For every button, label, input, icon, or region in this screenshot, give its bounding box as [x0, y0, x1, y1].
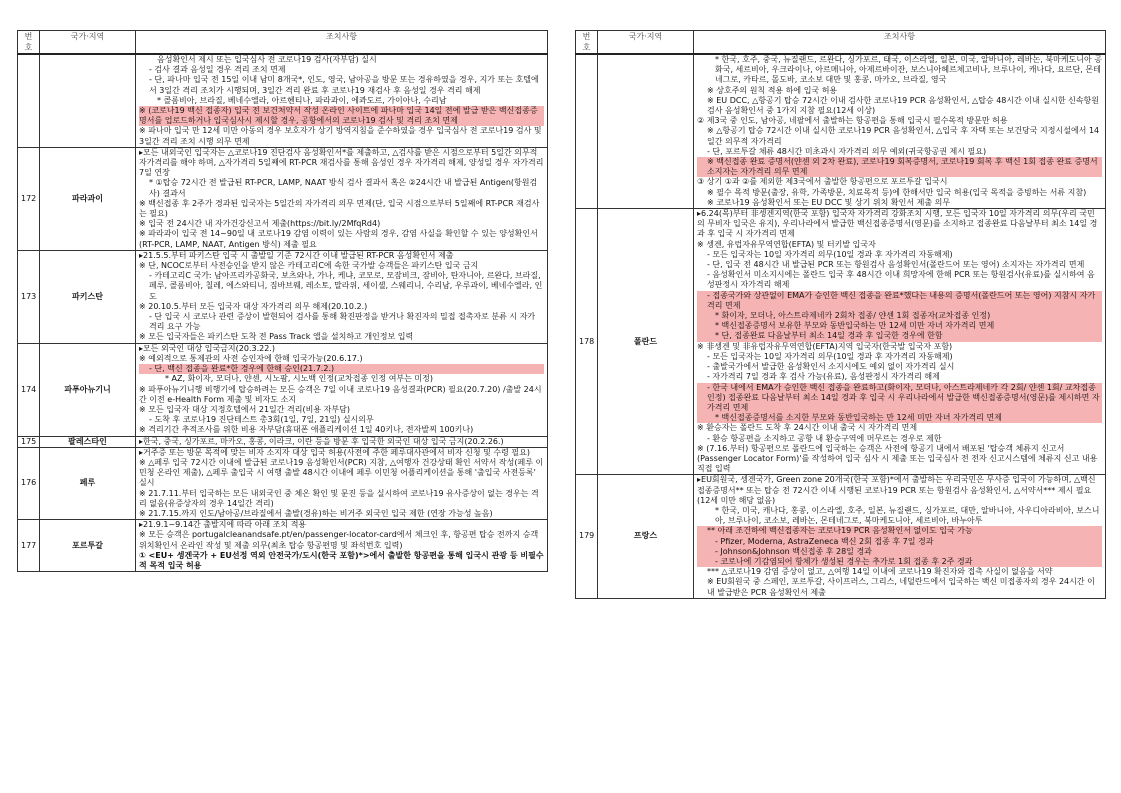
row-number: 178 — [576, 209, 598, 475]
measure-line: * 콜롬비아, 브라질, 베네수엘라, 아르헨티나, 파라과이, 에콰도르, 가이아나, 수리남 — [157, 95, 447, 105]
measure-line: * 백신접종증명서를 소지한 부모와 동반입국하는 만 12세 미만 자녀 자가격리 면제 — [697, 413, 1102, 423]
measure-line: * 단, 접종완료 다음날부터 최소 14일 경과 후 입국한 경우에 한함 — [697, 331, 1102, 341]
table-header-row — [18, 31, 548, 55]
measure-line: - 접종국가와 상관없이 EMA가 승인한 백신 접종을 완료*했다는 내용의 증명서(폴란드어 또는 영어) 지참시 자가격리 면제 — [697, 291, 1102, 311]
measure-line: - Pfizer, Moderna, AstraZeneca 백신 2회 접종 후 7일 경과 — [697, 537, 1102, 547]
measure-line: - 음성확인서 미소지시에는 폴란드 입국 후 48시간 이내 희망자에 한해 PCR 또는 항원검사(유료)를 실시하여 음성판정시 자가격리 해제 — [707, 270, 1095, 290]
measure-line: ※ 필수 목적 방문(출장, 유학, 가족방문, 치료목적 등)에 한해서만 입국 허용(입국 목적을 증빙하는 서류 지참) — [707, 187, 1087, 197]
measure-line: ※ (코로나19 백신 접종자) 입국 전 보건처약서 작성 온라인 사이트에 파나마 입국 14일 전에 발급 받은 백신접종증명서를 업로드하거나 입국심사시 제시할 경우, 공항에서의 코로나19 검사 및 격리 조치 면제 — [139, 106, 544, 126]
row-number: 173 — [18, 250, 40, 343]
measure-line: ※ 非셍겐 및 非유럽자유무역연합(EFTA)지역 입국자(한국발 입국자 포함) — [697, 341, 953, 351]
row-number: 175 — [18, 436, 40, 447]
measure-line: ▸EU회원국, 셍겐국가, Green zone 20개국(한국 포함)*에서 출발하는 우리국민은 무사증 입국이 가능하며, △백신접종증명서** 또는 탑승 전 72시간 이내 시행된 코로나19 PCR 또는 항원검사 음성확인서, △서약서*** 제시 필요(12세 미만 해당 없음) — [697, 475, 1096, 505]
measure-line: ※ 파푸아뉴기니행 비행기에 탑승하려는 모든 승객은 7일 이내 코로나19 음성결과(PCR) 필요(20.7.20) /출발 24시간 이전 e-Health Form 제출 및 비자도 소지 — [139, 384, 542, 404]
header-measures: 조치사항 — [694, 31, 1106, 55]
row-country: 프랑스 — [598, 475, 694, 598]
measure-line: ※ 21.7.15.까지 인도/남아공/브라질에서 출발(경유)하는 비거주 외국인 입국 제한 (연장 가능성 높음) — [139, 508, 493, 518]
table-row — [18, 520, 548, 572]
measure-line: ※ 파나마 입국 만 12세 미만 아동의 경우 보호자가 상기 방역지침을 준수하였을 경우 입국심사 전 코로나19 검사 및 3일간 격리 조치 시행 의무 면제 — [139, 126, 542, 146]
measure-line: * 백신접종증명서 보유한 부모와 동반입국하는 만 12세 미만 자녀 자가격리 면제 — [697, 321, 1102, 331]
row-measures — [136, 436, 548, 447]
header-measures: 조치사항 — [136, 31, 548, 55]
measure-line: ① <EU+ 셍겐국가 + EU선정 역외 안전국가/도시(한국 포함)*>에서 출발한 항공편을 통해 입국시 관광 등 비필수적 목적 입국 허용 — [139, 550, 544, 570]
measure-line: ▸거주증 또는 방문 목적에 맞는 비자 소지자 대상 입국 허용(사전에 주한 페루대사관에서 비자 신청 및 수령 필요) — [139, 447, 530, 457]
row-measures — [694, 209, 1106, 475]
measure-line: ※ 백신접종 후 2주가 경과된 입국자는 5일간의 자가격리 의무 면제(단, 입국 시점으로부터 5일째에 RT-PCR 재검사는 필요) — [139, 198, 540, 219]
measure-line: ※ 입국 전 24시간 내 자가건강신고서 제출(https://bit.ly/2MfqRd4) — [139, 219, 381, 229]
row-number: 172 — [18, 147, 40, 250]
measure-line: ▸21.9.1~9.14간 출발지에 따라 아래 조치 적용 — [139, 520, 307, 530]
right-measures-table — [575, 30, 1106, 599]
row-number: 177 — [18, 520, 40, 572]
measure-line: - 단, 백신 접종을 완료*한 경우에 한해 승인(21.7.2.) — [139, 364, 544, 374]
measure-line: ※ 모든 입국자 대상 지정호텔에서 21일간 격리(비용 자부담) — [139, 404, 350, 414]
row-country: 파라과이 — [40, 147, 136, 250]
measure-line: ※ (7.16.부터) 항공편으로 폴란드에 입국하는 승객은 사전에 항공기 내에서 배포된 '탑승객 체류지 신고서(Passenger Locator Form)'를 작성하여 입국 심사 시 제출 또는 입국심사 전 전자 신고시스템에 체류지 신고 내용 직접 입력 — [697, 443, 1098, 474]
row-country — [40, 54, 136, 147]
row-measures — [136, 447, 548, 519]
measure-line: * 화이자, 모더나, 아스트라제네카 2회차 접종/ 얀센 1회 접종자(교차접종 인정) — [697, 311, 1102, 321]
measure-line: - Johnson&Johnson 백신접종 후 28일 경과 — [697, 547, 1102, 557]
row-country: 페루 — [40, 447, 136, 519]
measure-line: - 출발국가에서 발급한 음성확인서 소지시에도 예외 없이 자가격리 실시 — [707, 362, 955, 372]
measure-line: ③ 상기 ①과 ②를 제외한 제3국에서 출발한 항공편으로 포르투갈 입국시 — [697, 177, 948, 187]
measure-line: * ①탑승 72시간 전 발급된 RT-PCR, LAMP, NAAT 방식 검사 결과서 혹은 ②24시간 내 발급된 Antigen(항원검사) 결과서 — [149, 178, 538, 198]
measure-line: ※ △항공기 탑승 72시간 이내 실시한 코로나19 PCR 음성확인서, △입국 후 자택 또는 보건당국 지정시설에서 14일간 의무적 자가격리 — [707, 126, 1100, 146]
row-measures — [136, 520, 548, 572]
row-measures — [694, 475, 1106, 598]
measure-line: * AZ, 화이자, 모더나, 얀센, 시노팜, 시노백 인정(교차접종 인정 여부는 미정) — [165, 374, 433, 384]
row-country: 포르투갈 — [40, 520, 136, 572]
table-row — [18, 447, 548, 519]
measure-line: * 한국, 호주, 중국, 뉴질랜드, 르완다, 싱가포르, 태국, 이스라엘, 일본, 미국, 알바니아, 레바논, 북마케도니아 공화국, 세르비아, 우크라이나, 아르메니아, 아제르바이잔, 보스니아헤르체고비나, 브루나이, 캐나다, 요르단, 몬테네그로, 카타르, 몰도바, 코소보 대만 및 홍콩, 마카오, 브라질, 영국 — [715, 55, 1102, 85]
measure-line: ※ 격리기간 추적조사를 위한 비용 자부담(휴대폰 애플리케이션 1일 40키나, 전자발찌 100키나) — [139, 425, 474, 435]
row-country: 파푸아뉴기니 — [40, 343, 136, 436]
measure-line: ※ △페루 입국 72시간 이내에 발급된 코로나19 음성확인서(PCR) 지참, △여행자 건강상태 확인 서약서 작성(페루 이민청 온라인 제출), △페루 출입국 시 여행 출발 48시간 이내에 페루 이민청 어플리케이션을 통해 '출입국 사전등록' 실시 — [139, 457, 544, 488]
row-country — [598, 54, 694, 209]
row-number — [576, 54, 598, 209]
header-country: 국가·지역 — [598, 31, 694, 55]
measure-line: - 단 입국 시 코로나 관련 증상이 발현되어 검사를 통해 확진판정을 받거나 확진자의 밀접 접촉자로 분류 시 자가 격리 요구 가능 — [149, 312, 536, 332]
measure-line: ※ 환승자는 폴란드 도착 후 24시간 이내 출국 시 자가격리 면제 — [697, 423, 918, 433]
row-measures — [694, 54, 1106, 209]
measure-line: - 한국 내에서 EMA가 승인한 백신 접종을 완료하고(화이자, 모더나, 아스트라제네카 각 2회/ 얀센 1회/ 교차접종 인정) 접종완료 다음날부터 최소 14일 경과 후 입국 시 우리나라에서 발급한 백신접종증명서(영문)를 제시하면 자가격리 면제 — [697, 383, 1102, 414]
row-number: 176 — [18, 447, 40, 519]
table-row — [18, 343, 548, 436]
table-row — [576, 475, 1106, 598]
measure-line: ※ 예외적으로 통제관의 사전 승인자에 한해 입국가능(20.6.17.) — [139, 353, 363, 363]
row-country: 폴란드 — [598, 209, 694, 475]
table-row — [576, 209, 1106, 475]
left-table-body — [18, 54, 548, 572]
measure-line: ▸한국, 중국, 싱가포르, 마카오, 홍콩, 이라크, 이란 등을 방문 후 입국한 외국인 대상 입국 금지(20.2.26.) — [139, 436, 504, 446]
left-measures-table — [17, 30, 548, 572]
measure-line: - 검사 결과 음성일 경우 격리 조치 면제 — [149, 65, 286, 75]
measure-line: ▸모든 외국인 대상 입국금지(20.3.22.) — [139, 343, 275, 353]
measure-line: * 한국, 미국, 캐나다, 홍콩, 이스라엘, 호주, 일본, 뉴질랜드, 싱가포르, 대만, 알바니아, 사우디아라비아, 보스니아, 브루나이, 코소보, 레바논, 몬테네그로, 북마케도니아, 세르비아, 바누아투 — [715, 505, 1100, 526]
measure-line: - 단, 입국 전 48시간 내 발급된 PCR 또는 항원검사 음성확인서(폴란드어 또는 영어) 소지자는 자가격리 면제 — [707, 260, 1085, 270]
table-header-row — [576, 31, 1106, 55]
row-measures — [136, 54, 548, 147]
measure-line: ※ 파라과이 입국 전 14~90일 내 코로나19 감염 이력이 있는 사람의 경우, 감염 사실을 확인할 수 있는 양성확인서(RT-PCR, LAMP, NAAT, Antigen 방식) 제출 필요 — [139, 229, 538, 249]
measure-line: ** 아래 조건하에 백신접종자는 코로나19 PCR 음성확인서 없이도 입국 가능 — [697, 526, 1102, 536]
measure-line: - 모든 입국자는 10일 자가격리 의무(10일 경과 후 자가격리 자동해제) — [707, 249, 953, 259]
measure-line: ※ 모든 입국자들은 파키스탄 도착 전 Pass Track 앱을 설치하고 개인정보 입력 — [139, 332, 414, 342]
measure-line: *** △코로나19 감염 증상이 없고, △여행 14일 이내에 코로나19 확진자와 접촉 사실이 없음을 서약 — [707, 567, 1053, 577]
measure-line: ※ 백신접종 완료 증명서(얀센 외 2차 완료), 코로나19 회복증명서, 코로나19 회복 후 백신 1회 접종 완료 증명서 소지자는 자가격리 의무 면제 — [697, 157, 1102, 177]
measure-line: - 단, 포르투갈 체류 48시간 미초과시 자가격리 의무 예외(귀국항공권 제시 필요) — [707, 146, 987, 156]
table-row — [18, 54, 548, 147]
measure-line: - 단, 파나마 입국 전 15일 이내 남미 8개국*, 인도, 영국, 남아공을 방문 또는 경유하였을 경우, 지가 또는 호텔에서 3일간 격리 조치가 시행되며, 3일간 격리 완료 후 코로나19 재검사 후 음성일 경우 격리 해제 — [149, 75, 539, 95]
row-number — [18, 54, 40, 147]
measure-line: ▸모든 내외국인 입국자는 △코로나19 진단검사 음성확인서*를 제출하고, △검사를 받은 시점으로부터 5일간 의무적 자가격리를 해야 하며, △자가격리 5일째에 RT-PCR 재검사를 통해 음성인 경우 자가격리 해제, 양성일 경우 자가격리 7일 연장 — [139, 147, 544, 178]
measure-line: ② 제3국 중 인도, 남아공, 네팔에서 출발하는 항공편을 통해 입국시 필수목적 방문만 허용 — [697, 116, 1008, 126]
table-row — [18, 250, 548, 343]
measure-line: ※ 셍겐, 유럽자유무역연합(EFTA) 및 터키발 입국자 — [697, 239, 876, 249]
row-number: 179 — [576, 475, 598, 598]
measure-line: - 코로나에 기감염되어 항체가 생성된 경우는 추가로 1회 접종 후 2주 경과 — [697, 557, 1102, 567]
measure-line: ※ 상호주의 원칙 적용 하에 입국 허용 — [707, 85, 838, 95]
table-row — [18, 147, 548, 250]
right-table-body — [576, 54, 1106, 598]
table-row — [576, 54, 1106, 209]
row-measures — [136, 250, 548, 343]
row-measures — [136, 343, 548, 436]
measure-line: ※ 단, NCOC로부터 사전승인을 받지 않은 카테고리C에 속한 국가발 승객들은 파키스탄 입국 금지 — [139, 261, 479, 271]
row-country: 파키스탄 — [40, 250, 136, 343]
measure-line: ※ EU회원국 중 스페인, 포르투갈, 사이프러스, 그리스, 네덜란드에서 입국하는 백신 미접종자의 경우 24시간 이내 발급받은 PCR 음성확인서 제출 — [707, 577, 1095, 597]
measure-line: - 자가격리 7일 경과 후 검사 가능(유료), 음성판정시 자가격리 해제 — [707, 372, 940, 382]
measure-line: 음성확인서 제시 또는 입국심사 전 코로나19 검사(자부담) 실시 — [157, 55, 377, 64]
measure-line: ▸21.5.5.부터 파키스탄 입국 시 출발일 기준 72시간 이내 발급된 RT-PCR 음성확인서 제출 — [139, 250, 454, 260]
row-country: 팔레스타인 — [40, 436, 136, 447]
header-number: 번호 — [18, 31, 40, 55]
measure-line: ※ 코로나19 음성확인서 또는 EU DCC 및 상기 위치 확인서 제출 의무 — [707, 197, 951, 207]
table-row — [18, 436, 548, 447]
header-number: 번호 — [576, 31, 598, 55]
measure-line: - 모든 입국자는 10일 자가격리 의무(10일 경과 후 자가격리 자동해제) — [707, 351, 953, 361]
row-measures — [136, 147, 548, 250]
header-country: 국가·지역 — [40, 31, 136, 55]
measure-line: - 환승 항공편을 소지하고 공항 내 환승구역에 머무르는 경우로 제한 — [707, 433, 942, 443]
measure-line: - 도착 후 코로나19 진단테스트 총3회(1일, 7일, 21일) 실시의무 — [149, 415, 374, 425]
measure-line: ※ 모든 승객은 portugalcleanandsafe.pt/en/passenger-locator-card에서 체크인 후, 항공편 탑승 전까지 승객위치확인서 온라인 작성 및 제출 의무(최초 탑승 항공편명 및 좌석번호 입력) — [139, 530, 539, 550]
measure-line: ▸6.24(목)부터 非셍겐지역(한국 포함) 입국자 자가격리 강화조치 시행, 모든 입국자 10일 자가격리 의무(우리 국민의 무비자 입국은 유지), 우리나라에서 발급한 백신접종증명서(영문)를 소지하고 접종완료 다음날부터 최소 14일 경과 후 입국 시 자가격리 면제 — [697, 209, 1098, 239]
row-number: 174 — [18, 343, 40, 436]
measure-line: - 카테고리C 국가: 남아프리카공화국, 보츠와나, 가나, 케냐, 코모로, 모잠비크, 잠비아, 탄자니아, 르완다, 브라질, 페루, 콜롬비아, 칠레, 에스와티니, 짐바브웨, 레소토, 말라위, 세이셸, 스웨리니, 수리남, 우루과이, 베네수엘라, 인도 — [149, 271, 543, 301]
measure-line: ※ 20.10.5.부터 모든 입국자 대상 자가격리 의무 해제(20.10.2.) — [139, 301, 368, 311]
measure-line: ※ 21.7.11.부터 입국하는 모든 내외국인 중 체온 확인 및 문진 등을 실시하여 코로나19 유사증상이 없는 경우는 격리 없음(유증상자의 경우 14일간 격리) — [139, 488, 539, 508]
measure-line: ※ EU DCC, △항공기 탑승 72시간 이내 검사한 코로나19 PCR 음성확인서, △탑승 48시간 이내 실시한 신속항원검사 음성확인서 중 1가지 지참 필요(12세 이상) — [707, 95, 1100, 116]
